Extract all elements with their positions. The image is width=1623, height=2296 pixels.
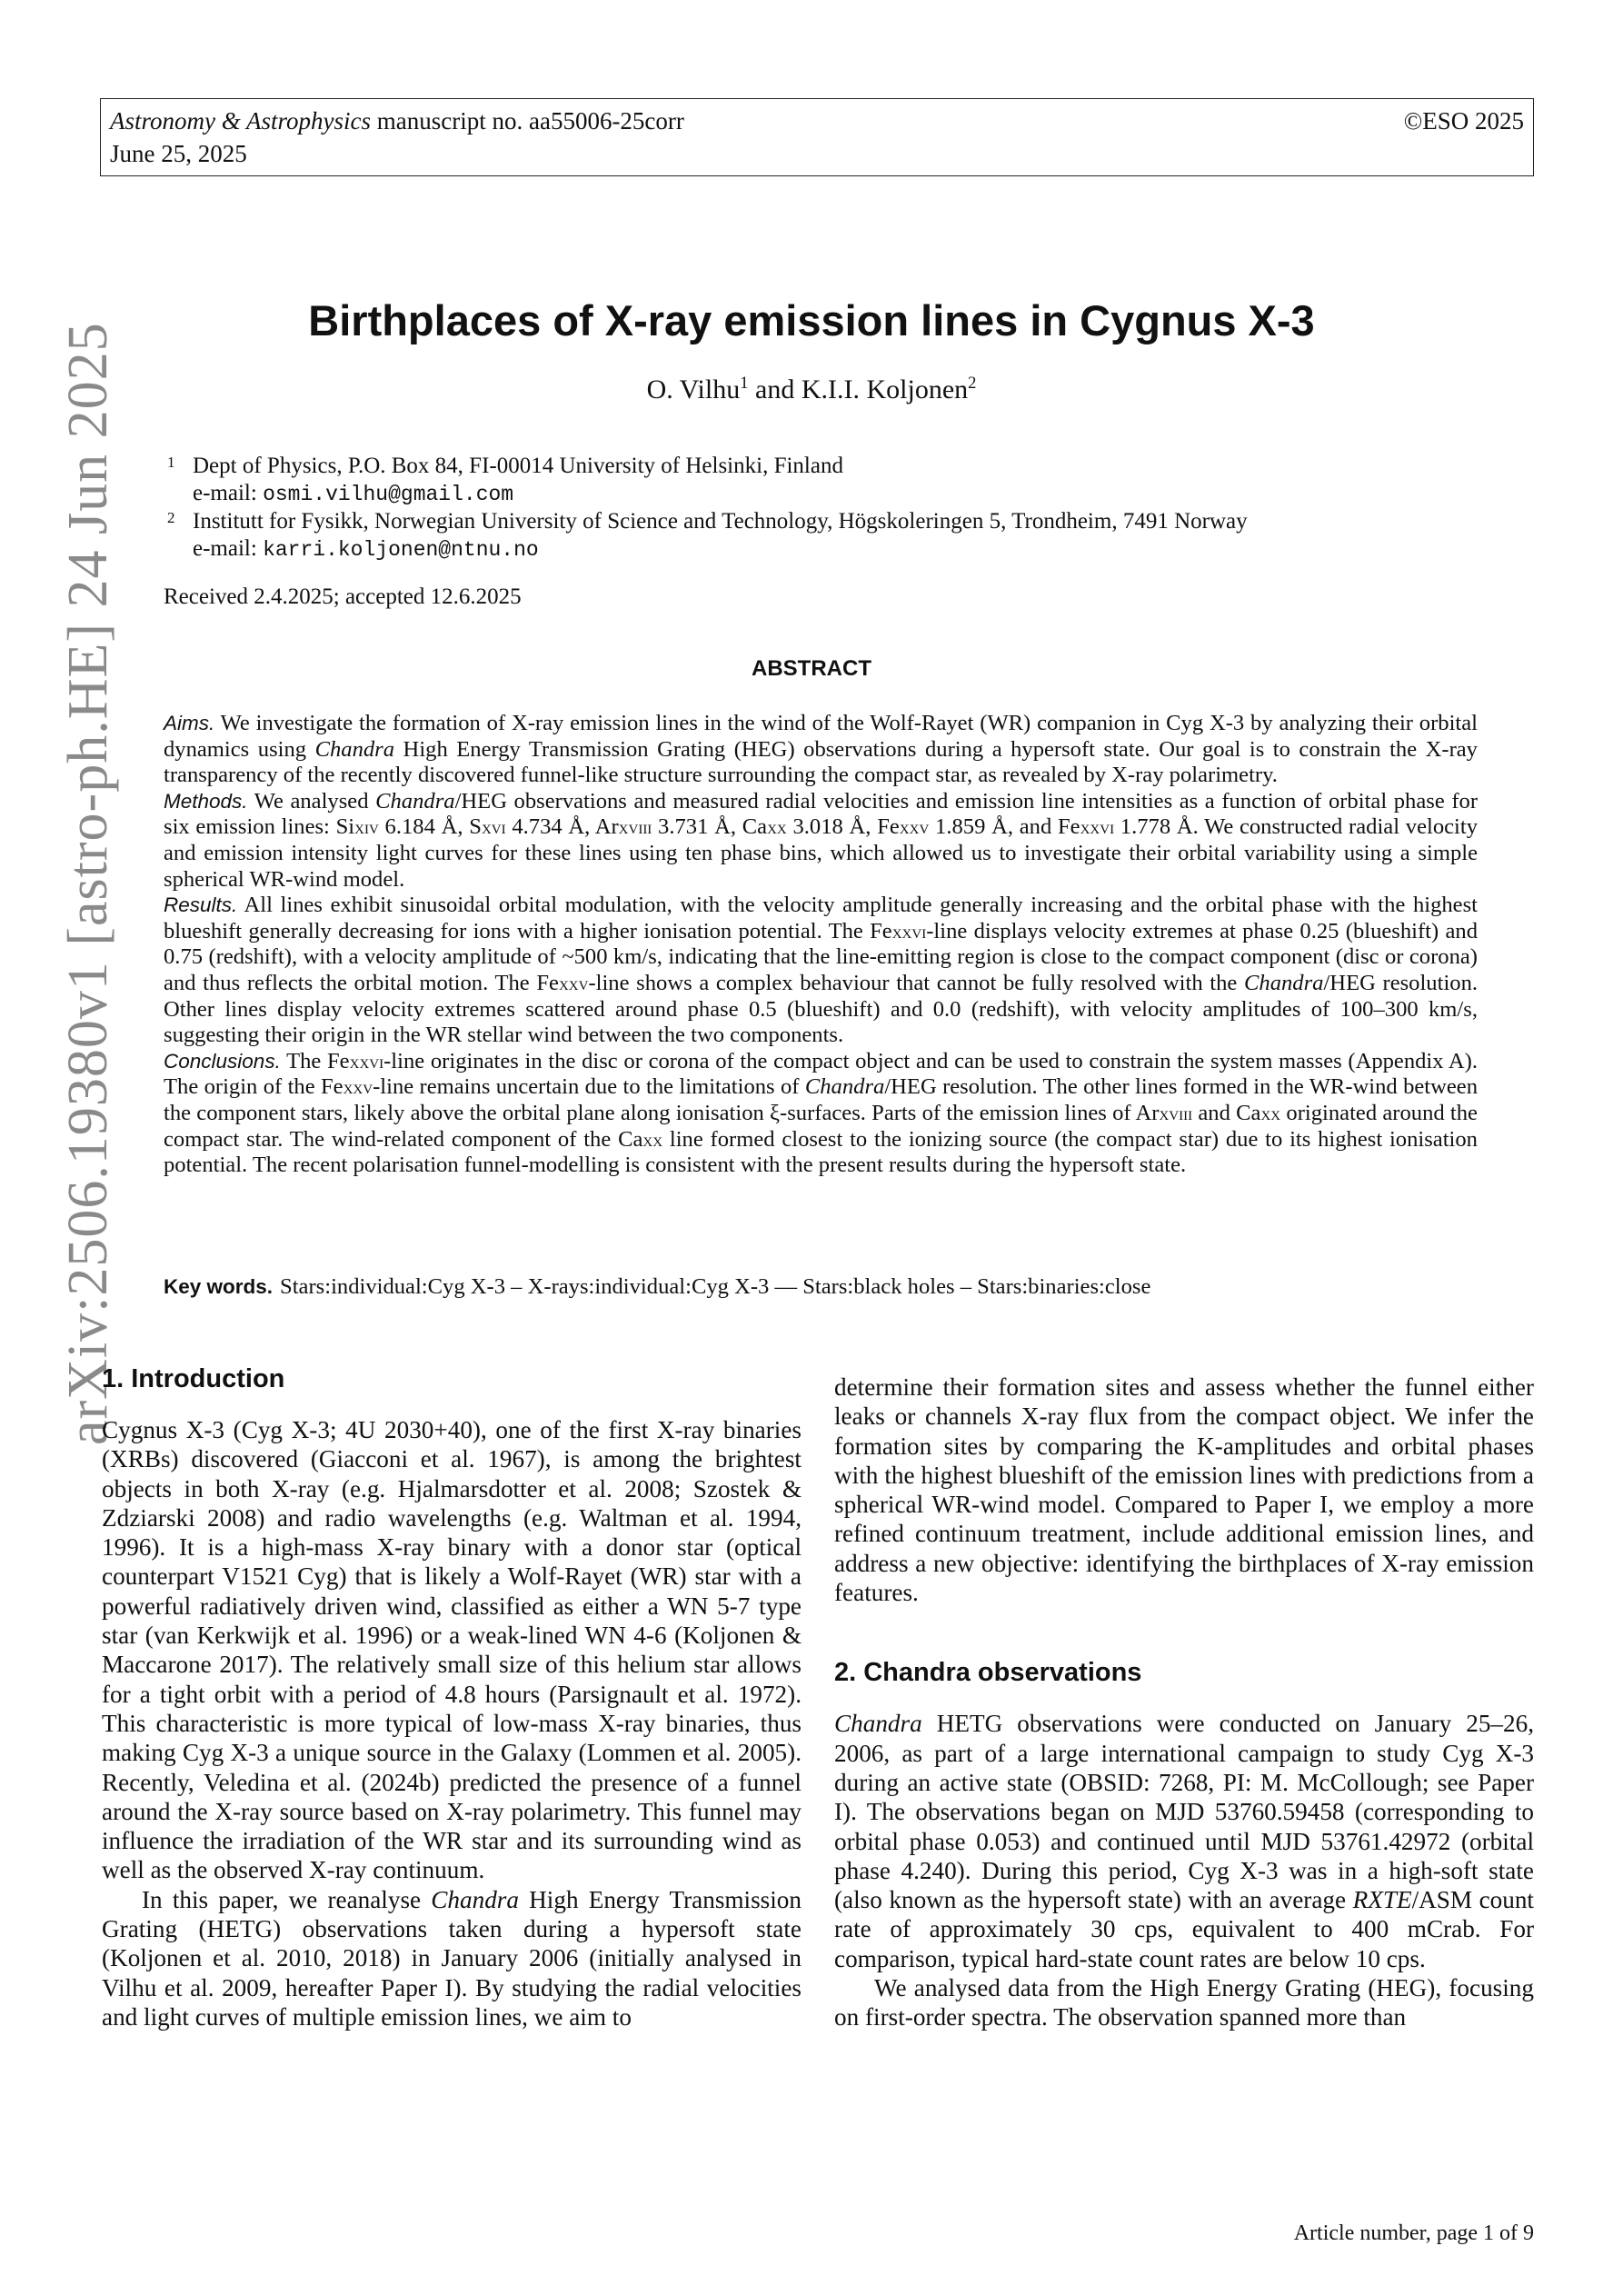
affiliation-number: 2	[167, 509, 175, 526]
authors	[0, 374, 1623, 405]
email-link[interactable]: osmi.vilhu@gmail.com	[263, 483, 514, 506]
keywords-label: Key words.	[164, 1275, 274, 1298]
section-heading-chandra-observations: 2. Chandra observations	[834, 1658, 1142, 1688]
ion-stage: xxvi	[891, 920, 927, 943]
affiliation-1	[167, 453, 1248, 508]
abstract-text: 3.018 Å, Fe	[786, 814, 900, 840]
author-1: O. Vilhu	[646, 374, 741, 404]
abstract-methods	[164, 789, 1478, 893]
mission-name: Chandra	[431, 1885, 519, 1913]
mission-name: Chandra	[804, 1074, 885, 1100]
abstract-text: line formed closest to the ionizing source (the compact star) due to its highest ionisation potential. The recent polarisation funnel-modelling is consistent with the present results during the hypersoft state.	[164, 1126, 1478, 1178]
keywords	[164, 1274, 1150, 1300]
ion-stage: xxvi	[349, 1050, 384, 1073]
affiliation-text: Institutt for Fysikk, Norwegian University of Science and Technology, Högskoleringen 5, Trondheim, 7491 Norway	[193, 509, 1248, 534]
body-text: HETG observations were conducted on January 25–26, 2006, as part of a large international campaign to study Cyg X-3 during an active state (OBSID: 7268, PI: M. McCollough; see Paper I). The observations began on MJD 53760.59458 (corresponding to orbital phase 0.053) and continued until MJD 53761.42972 (orbital phase 4.240). During this period, Cyg X-3 was in a high-soft state (also known as the hypersoft state) with an average	[834, 1710, 1534, 1914]
ion-stage: xxv	[558, 972, 589, 994]
abstract-text: All lines exhibit sinusoidal orbital modulation, with the velocity amplitude generally increasing and the orbital phase with the highest blueshift generally decreasing for ions with a higher ionisation potential. The Fe	[164, 893, 1478, 943]
mission-name: Chandra	[314, 736, 395, 762]
aims-label: Aims.	[164, 712, 215, 734]
methods-label: Methods.	[164, 789, 248, 813]
abstract-text: 4.734 Å, Ar	[505, 814, 619, 840]
results-label: Results.	[164, 893, 238, 917]
abstract-text: -line originates in the disc or corona of the compact object and can be used to constrain the system masses (Appendix A). The origin of the Fe	[164, 1048, 1478, 1100]
body-text: High Energy Transmission Grating (HETG) observations taken during a hypersoft state (Koljonen et al. 2010, 2018) in January 2006 (initially analysed in Vilhu et al. 2009, hereafter Paper I). By studying the radial velocities and light curves of multiple emission lines, we aim to	[102, 1885, 802, 2031]
observations-paragraph-2: We analysed data from the High Energy Grating (HEG), focusing on first-order spectra. The observation spanned more than	[834, 1974, 1534, 2031]
ion-stage: xxv	[899, 816, 930, 839]
abstract-text: originated around the compact star. The wind-related component of the Ca	[164, 1100, 1478, 1152]
abstract-text: -line shows a complex behaviour that cannot be fully resolved with the	[588, 970, 1244, 995]
abstract	[164, 711, 1478, 1179]
observations-paragraph-1	[834, 1709, 1534, 1973]
keywords-text: Stars:individual:Cyg X-3 – X-rays:individual:Cyg X-3 — Stars:black holes – Stars:binaries:close	[280, 1274, 1151, 1299]
abstract-aims	[164, 711, 1478, 789]
ion-stage: xx	[1260, 1102, 1281, 1124]
manuscript-number: manuscript no. aa55006-25corr	[376, 107, 684, 135]
email-line	[193, 535, 1248, 564]
abstract-text: 3.731 Å, Ca	[652, 814, 768, 840]
intro-paragraph-2-continued: determine their formation sites and assess whether the funnel either leaks or channels X-ray flux from the compact object. We infer the formation sites by comparing the K-amplitudes and orbital phases with the highest blueshift of the emission lines with predictions from a spherical WR-wind model. Compared to Paper I, we employ a more refined continuum treatment, include additional emission lines, and address a new objective: identifying the birthplaces of X-ray emission features.	[834, 1373, 1534, 1607]
abstract-text: /HEG resolution. Other lines display velocity extremes scattered around phase 0.5 (blueshift) and 0.0 (redshift), with velocity amplitudes of 100–300 km/s, suggesting their origin in the WR stellar wind between the two components.	[164, 970, 1479, 1048]
ion-stage: xxvi	[1080, 816, 1115, 839]
mission-name: Chandra	[834, 1710, 922, 1738]
abstract-text: -line remains uncertain due to the limitations of	[373, 1074, 805, 1100]
section-heading-introduction: 1. Introduction	[102, 1364, 285, 1393]
mission-name: Chandra	[1244, 970, 1324, 995]
abstract-text: High Energy Transmission Grating (HEG) observations during a hypersoft state. Our goal is to constrain the X-ray transparency of the recently discovered funnel-like structure surrounding the compact star, as revealed by X-ray polarimetry.	[164, 736, 1478, 788]
email-link[interactable]: karri.koljonen@ntnu.no	[263, 538, 539, 562]
author-2: K.I.I. Koljonen	[801, 374, 969, 404]
left-column	[102, 1363, 802, 2031]
page-footer: Article number, page 1 of 9	[1293, 2221, 1534, 2245]
email-label: e-mail:	[193, 536, 264, 561]
ion-stage: xx	[642, 1128, 663, 1151]
affiliation-text: Dept of Physics, P.O. Box 84, FI-00014 University of Helsinki, Finland	[193, 454, 843, 478]
abstract-conclusions	[164, 1049, 1478, 1179]
journal-name: Astronomy & Astrophysics	[110, 107, 371, 135]
ion-stage: xiv	[354, 816, 379, 839]
email-line	[193, 480, 1248, 508]
ion-stage: xx	[767, 816, 787, 839]
journal-header	[100, 98, 1534, 176]
abstract-text: 1.859 Å, and Fe	[929, 814, 1080, 840]
intro-paragraph-1: Cygnus X-3 (Cyg X-3; 4U 2030+40), one of the first X-ray binaries (XRBs) discovered (Giacconi et al. 1967), is among the brightest objects in both X-ray (e.g. Hjalmarsdotter et al. 2008; Szostek & Zdziarski 2008) and radio wavelengths (e.g. Waltman et al. 1994, 1996). It is a high-mass X-ray binary with a donor star (optical counterpart V1521 Cyg) that is likely a Wolf-Rayet (WR) star with a powerful radiatively driven wind, classified as either a WN 5-7 type star (van Kerkwijk et al. 1996) or a weak-lined WN 4-6 (Koljonen & Maccarone 2017). The relatively small size of this helium star allows for a tight orbit with a period of 4.8 hours (Parsignault et al. 1972). This characteristic is more typical of low-mass X-ray binaries, thus making Cyg X-3 a unique source in the Galaxy (Lommen et al. 2005). Recently, Veledina et al. (2024b) predicted the presence of a funnel around the X-ray source based on X-ray polarimetry. This funnel may influence the irradiation of the WR star and its surrounding wind as well as the observed X-ray continuum.	[102, 1416, 802, 1884]
affiliation-number: 1	[167, 454, 175, 471]
abstract-text: The Fe	[280, 1048, 350, 1073]
abstract-text: We investigate the formation of X-ray emission lines in the wind of the Wolf-Rayet (WR) companion in Cyg X-3 by analyzing their orbital dynamics using	[164, 711, 1478, 762]
right-column	[834, 1373, 1534, 2032]
abstract-text: 6.184 Å, S	[378, 814, 482, 840]
journal-line	[110, 105, 1524, 137]
body-text: In this paper, we reanalyse	[142, 1885, 432, 1913]
ion-stage: xviii	[618, 816, 652, 839]
author-and: and	[748, 374, 802, 404]
abstract-text: We analysed	[247, 788, 376, 814]
author-1-affil: 1	[740, 374, 749, 393]
header-date: June 25, 2025	[110, 140, 247, 167]
author-2-affil: 2	[968, 374, 977, 393]
ion-stage: xvi	[481, 816, 506, 839]
abstract-text: /HEG observations and measured radial velocities and emission line intensities as a function of orbital phase for six emission lines: Si	[164, 788, 1479, 840]
copyright: ©ESO 2025	[1403, 107, 1524, 135]
abstract-text: /HEG resolution. The other lines formed in the WR-wind between the component stars, likely above the orbital plane along ionisation ξ-surfaces. Parts of the emission lines of Ar	[164, 1074, 1479, 1125]
ion-stage: xviii	[1159, 1102, 1193, 1124]
body-text: /ASM count rate of approximately 30 cps, equivalent to 400 mCrab. For comparison, typical hard-state count rates are below 10 cps.	[834, 1886, 1534, 1972]
abstract-text: and Ca	[1192, 1100, 1261, 1125]
paper-title: Birthplaces of X-ray emission lines in Cygnus X-3	[308, 296, 1315, 344]
affiliations	[167, 453, 1248, 564]
abstract-heading: ABSTRACT	[752, 656, 871, 681]
mission-name: Chandra	[375, 788, 455, 814]
conclusions-label: Conclusions.	[164, 1049, 281, 1073]
affiliation-2	[167, 508, 1248, 564]
arxiv-sidebar-stamp: arXiv:2506.19380v1 [astro-ph.HE] 24 Jun 2025	[57, 322, 119, 1445]
abstract-text: -line displays velocity extremes at phase 0.25 (blueshift) and 0.75 (redshift), with a velocity amplitude of ~500 km/s, indicating that the line-emitting region is close to the compact component (disc or corona) and thus reflects the orbital motion. The Fe	[164, 918, 1479, 995]
ion-stage: xxv	[343, 1076, 373, 1099]
received-dates: Received 2.4.2025; accepted 12.6.2025	[164, 584, 522, 609]
email-label: e-mail:	[193, 481, 264, 505]
intro-paragraph-2	[102, 1885, 802, 2031]
abstract-results	[164, 893, 1478, 1049]
mission-name: RXTE	[1352, 1886, 1412, 1914]
abstract-text: 1.778 Å. We constructed radial velocity and emission intensity light curves for these lines using ten phase bins, which allowed us to investigate their orbital variability using a simple spherical WR-wind model.	[164, 814, 1478, 892]
